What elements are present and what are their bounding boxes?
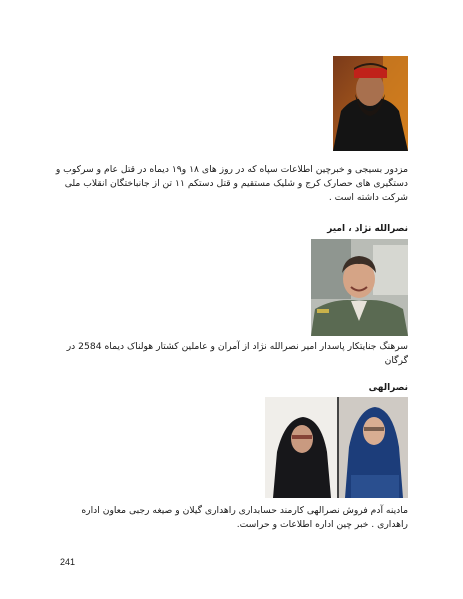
- portrait-photo-1: [333, 56, 408, 151]
- page-number: 241: [60, 557, 76, 567]
- paragraph-3: مادینه آدم فروش نصرالهی کارمند حسابداری راهداری گیلان و صیغه رجبی معاون اداره راهداری . خبر چین اداره اطلاعات و حراست.: [81, 505, 408, 530]
- portrait-photo-3: [265, 397, 408, 498]
- heading-2: نصرالله نژاد ، امیر: [327, 224, 408, 234]
- portrait-photo-2: [311, 239, 408, 336]
- paragraph-2: سرهنگ جنایتکار پاسدار امیر نصرالله نژاد از آمران و عاملین کشتار هولناک دیماه 2584 در گرگان: [66, 341, 408, 366]
- paragraph-1: مزدور بسیجی و خبرچین اطلاعات سپاه که در روز های ۱۸ و۱۹ دیماه در قتل عام و سرکوب و دستگیری های حصارک کرج و شلیک مستقیم و قتل دستکم ۱۱ تن از جانباختگان انقلاب ملی شرکت داشته است .: [55, 164, 408, 203]
- heading-3: نصرالهی: [368, 383, 408, 393]
